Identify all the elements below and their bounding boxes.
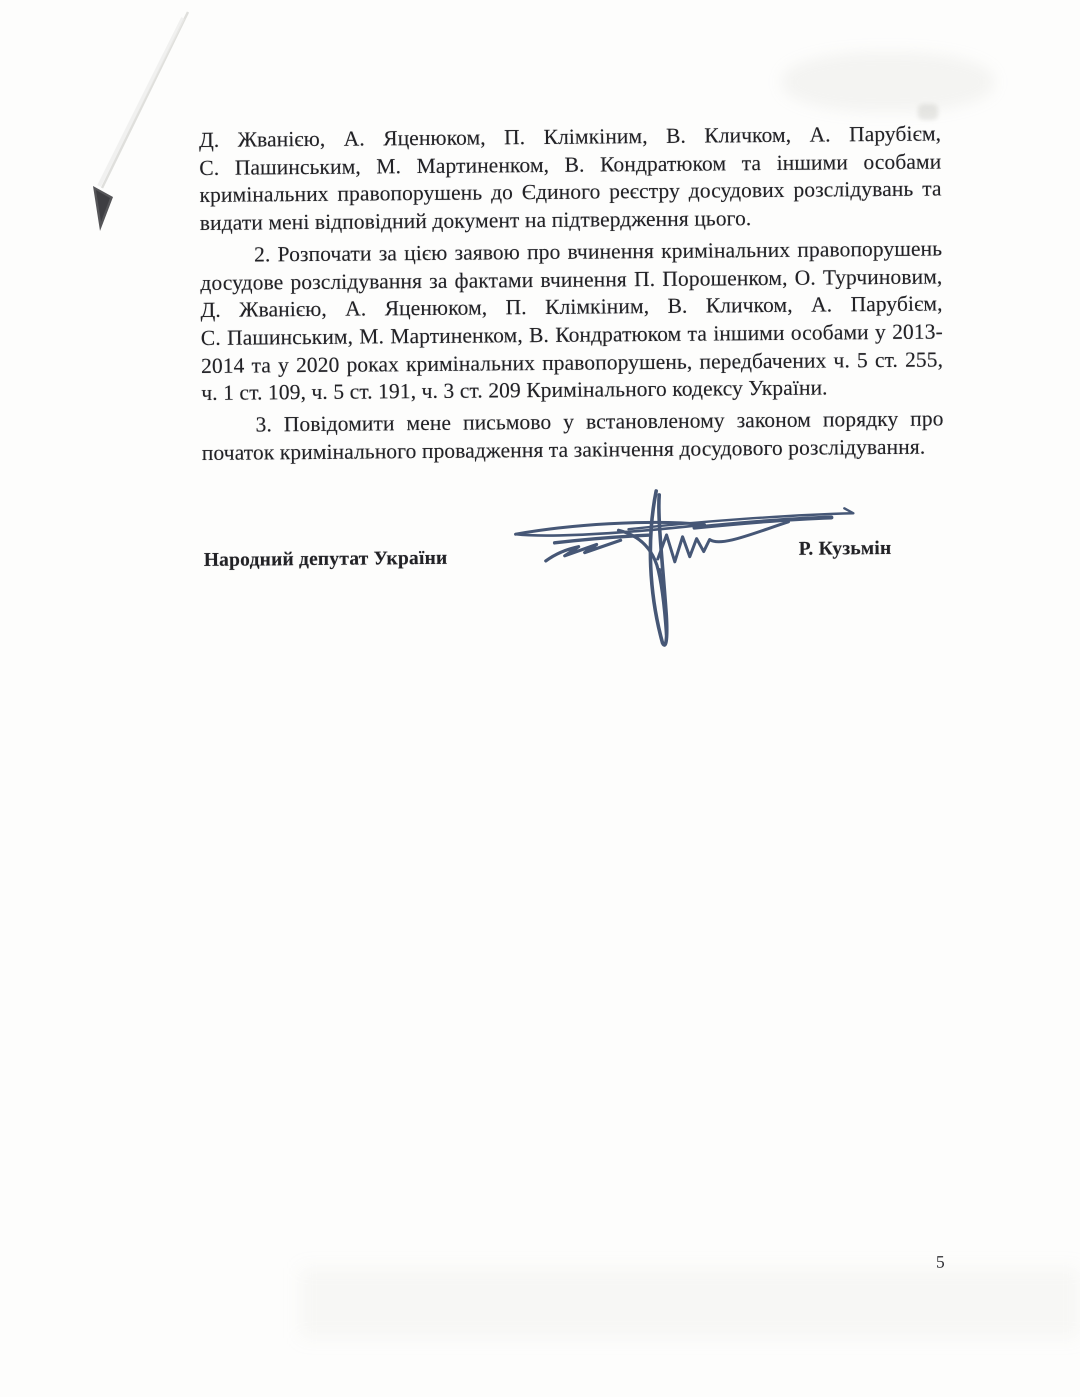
text-line: ч. 1 ст. 109, ч. 5 ст. 191, ч. 3 ст. 209 Кримінального кодексу України. — [201, 375, 828, 406]
signer-name: Р. Кузьмін — [798, 537, 892, 560]
document-body — [199, 120, 944, 467]
paragraph-2 — [200, 235, 943, 408]
text-line: досудове розслідування за фактами вчинення П. Порошенком, О. Турчиновим, — [200, 263, 943, 295]
text-line: початок кримінального провадження та закінчення досудового розслідування. — [201, 434, 926, 465]
text-line: С. Пашинським, М. Мартиненком, В. Кондратюком та іншими особами — [199, 149, 942, 180]
text-line: 3. Повідомити мене письмово у встановленому законом порядку про — [255, 406, 944, 437]
handwritten-signature-icon — [478, 477, 900, 691]
page-number: 5 — [935, 1251, 945, 1272]
text-line: 2. Розпочати за цією заявою про вчинення кримінальних правопорушень — [253, 236, 943, 267]
text-line: Д. Жванією, А. Яценюком, П. Клімкіним, В. Кличком, А. Парубієм, — [200, 291, 943, 323]
paragraph-continuation — [199, 120, 942, 237]
text-line: 2014 та у 2020 роках кримінальних правопорушень, передбачених ч. 5 ст. 255, — [200, 347, 944, 378]
text-line: видати мені відповідний документ на підтвердження цього. — [199, 206, 752, 236]
paragraph-3 — [201, 405, 943, 467]
signer-position-title: Народний депутат України — [203, 547, 448, 571]
text-line: С. Пашинським, М. Мартиненком, В. Кондратюком та іншими особами у 2013- — [200, 319, 943, 350]
text-line: кримінальних правопорушень до Єдиного реєстру досудових розслідувань та — [199, 176, 942, 208]
text-line: Д. Жванією, А. Яценюком, П. Клімкіним, В. Кличком, А. Парубієм, — [198, 121, 942, 152]
